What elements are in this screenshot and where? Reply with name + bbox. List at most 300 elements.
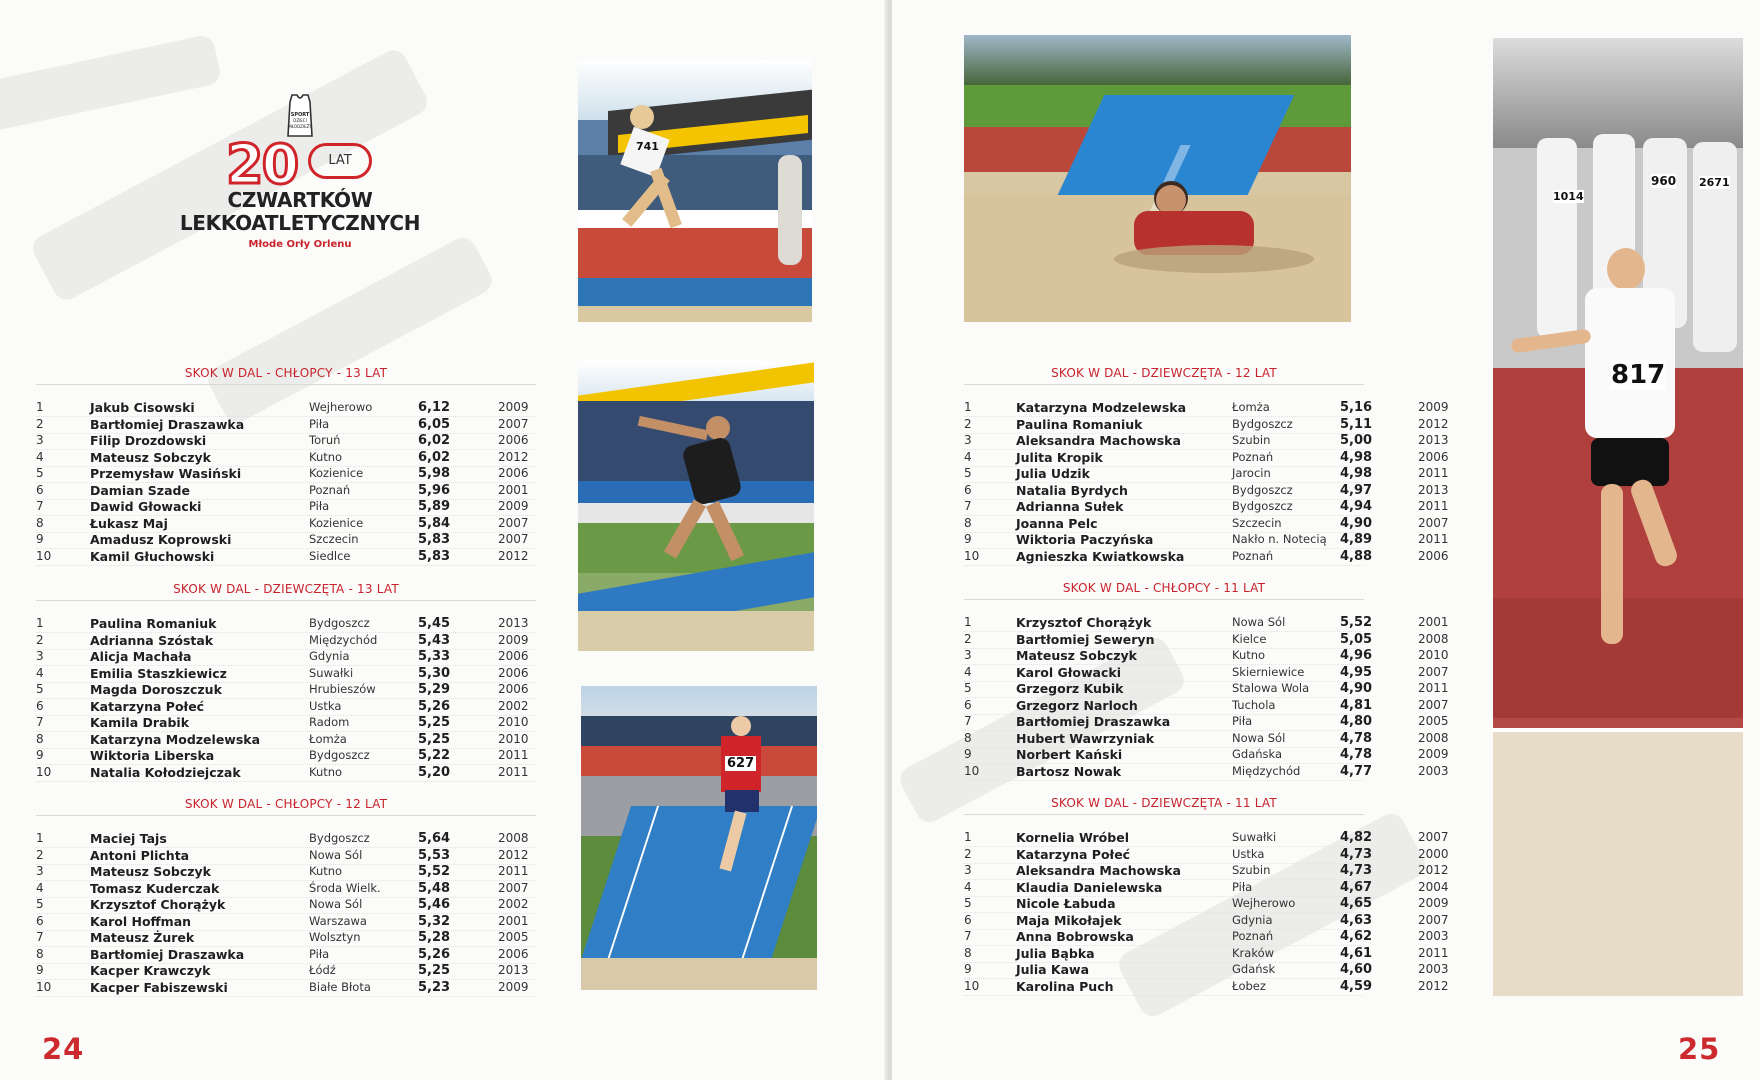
result-row xyxy=(964,846,1449,863)
year-cell: 2009 xyxy=(1418,747,1449,761)
city-cell: Ustka xyxy=(1232,846,1265,861)
athlete-name: Kornelia Wróbel xyxy=(1016,830,1129,845)
result-row xyxy=(964,730,1449,747)
result-cell: 5,48 xyxy=(418,880,451,896)
city-cell: Jarocin xyxy=(1232,466,1271,480)
result-cell: 5,25 xyxy=(418,731,451,747)
year-cell: 2011 xyxy=(1418,532,1449,546)
section-title: SKOK W DAL - DZIEWCZĘTA - 11 LAT xyxy=(1051,796,1277,810)
svg-text:DZIECI: DZIECI xyxy=(293,118,307,123)
year-cell: 2005 xyxy=(1418,714,1449,728)
year-cell: 2007 xyxy=(498,532,529,546)
athlete-name: Aleksandra Machowska xyxy=(1016,863,1181,878)
city-cell: Nowa Sól xyxy=(309,897,363,911)
athlete-name: Joanna Pelc xyxy=(1016,515,1098,531)
city-cell: Warszawa xyxy=(309,913,367,928)
section-divider xyxy=(36,600,536,601)
result-row xyxy=(964,548,1449,565)
athlete-name: Kamil Głuchowski xyxy=(90,548,215,564)
result-cell: 6,02 xyxy=(418,433,451,448)
result-cell: 4,90 xyxy=(1340,681,1373,696)
result-row xyxy=(36,483,536,499)
photo-long-jump-girl-2 xyxy=(578,361,814,651)
result-row xyxy=(36,980,536,996)
result-row xyxy=(964,697,1449,714)
result-cell: 5,52 xyxy=(1340,615,1373,630)
result-row xyxy=(964,879,1449,896)
city-cell: Białe Błota xyxy=(309,979,371,994)
result-cell: 4,95 xyxy=(1340,664,1373,680)
result-row xyxy=(964,648,1449,664)
year-cell: 2001 xyxy=(498,913,529,928)
result-cell: 4,63 xyxy=(1340,912,1373,928)
result-row xyxy=(36,715,536,731)
result-cell: 4,78 xyxy=(1340,730,1373,746)
result-cell: 4,96 xyxy=(1340,648,1373,663)
rank-cell: 10 xyxy=(36,548,52,563)
right-page xyxy=(892,0,1760,1080)
result-cell: 4,97 xyxy=(1340,482,1373,498)
rank-cell: 2 xyxy=(964,416,972,431)
logo-title-line1: CZWARTKÓW xyxy=(227,188,373,212)
result-cell: 5,26 xyxy=(418,698,451,714)
result-row xyxy=(36,666,536,682)
bib-number: 2671 xyxy=(1699,176,1730,189)
rank-cell: 3 xyxy=(36,649,44,663)
city-cell: Piła xyxy=(1232,879,1253,894)
city-cell: Poznań xyxy=(1232,929,1274,943)
result-row xyxy=(36,433,536,449)
rank-cell: 7 xyxy=(964,714,972,728)
result-row xyxy=(964,416,1449,433)
athlete-name: Karol Hoffman xyxy=(90,913,192,929)
result-row xyxy=(36,549,536,565)
result-cell: 5,23 xyxy=(418,979,451,995)
athlete-name: Agnieszka Kwiatkowska xyxy=(1016,548,1185,564)
results-section xyxy=(964,796,1449,995)
year-cell: 2012 xyxy=(1418,863,1449,877)
results-section xyxy=(36,797,536,996)
athlete-name: Karol Głowacki xyxy=(1016,664,1121,680)
year-cell: 2013 xyxy=(1418,482,1449,497)
city-cell: Gdynia xyxy=(309,649,350,663)
city-cell: Łomża xyxy=(309,731,347,746)
rank-cell: 8 xyxy=(964,515,972,530)
result-row xyxy=(36,848,536,864)
city-cell: Hrubieszów xyxy=(309,682,376,696)
year-cell: 2003 xyxy=(1418,763,1449,778)
rank-cell: 6 xyxy=(964,697,972,712)
year-cell: 2006 xyxy=(1418,548,1449,563)
athlete-name: Emilia Staszkiewicz xyxy=(90,665,227,681)
year-cell: 2011 xyxy=(498,864,529,878)
athlete-name: Katarzyna Modzelewska xyxy=(1016,400,1187,415)
city-cell: Nowa Sól xyxy=(1232,615,1286,629)
athlete-name: Tomasz Kuderczak xyxy=(90,880,220,896)
rank-cell: 10 xyxy=(36,764,52,779)
result-row xyxy=(964,681,1449,697)
result-cell: 4,78 xyxy=(1340,747,1373,762)
result-cell: 4,81 xyxy=(1340,697,1373,713)
rank-cell: 4 xyxy=(36,665,44,680)
result-row xyxy=(964,978,1449,995)
year-cell: 2000 xyxy=(1418,846,1449,861)
city-cell: Piła xyxy=(309,946,330,961)
year-cell: 2013 xyxy=(498,616,529,630)
section-title: SKOK W DAL - DZIEWCZĘTA - 12 LAT xyxy=(1051,366,1277,380)
rank-cell: 2 xyxy=(964,631,972,646)
city-cell: Tuchola xyxy=(1232,697,1276,712)
result-cell: 5,89 xyxy=(418,499,451,514)
year-cell: 2007 xyxy=(1418,912,1449,927)
athlete-name: Katarzyna Połeć xyxy=(90,698,205,714)
result-row xyxy=(964,615,1449,631)
year-cell: 2010 xyxy=(1418,648,1449,662)
page-number-right: 25 xyxy=(1678,1032,1721,1066)
section-divider xyxy=(964,384,1364,385)
athlete-name: Katarzyna Połeć xyxy=(1016,846,1131,862)
year-cell: 2007 xyxy=(1418,697,1449,712)
rank-cell: 9 xyxy=(36,532,44,546)
athlete-name: Mateusz Sobczyk xyxy=(1016,648,1137,663)
result-row xyxy=(36,914,536,930)
city-cell: Bydgoszcz xyxy=(1232,482,1293,497)
result-row xyxy=(964,499,1449,515)
city-cell: Łódź xyxy=(309,963,336,977)
city-cell: Poznań xyxy=(1232,449,1274,464)
year-cell: 2006 xyxy=(498,665,529,680)
city-cell: Bydgoszcz xyxy=(1232,499,1293,513)
athlete-name: Paulina Romaniuk xyxy=(1016,416,1143,432)
city-cell: Szubin xyxy=(1232,863,1271,877)
athlete-name: Przemysław Wasiński xyxy=(90,466,242,481)
city-cell: Szubin xyxy=(1232,433,1271,447)
athlete-name: Łukasz Maj xyxy=(90,515,168,531)
city-cell: Toruń xyxy=(309,433,341,447)
year-cell: 2001 xyxy=(1418,615,1449,629)
athlete-name: Kacper Krawczyk xyxy=(90,963,211,978)
result-row xyxy=(964,466,1449,482)
rank-cell: 5 xyxy=(964,466,972,480)
city-cell: Środa Wielk. xyxy=(309,880,381,895)
section-divider xyxy=(36,815,536,816)
bib-number: 960 xyxy=(1651,174,1677,188)
rank-cell: 2 xyxy=(36,847,44,862)
athlete-name: Adrianna Szóstak xyxy=(90,632,214,648)
athlete-name: Klaudia Danielewska xyxy=(1016,879,1163,895)
result-cell: 4,94 xyxy=(1340,499,1373,514)
event-logo xyxy=(170,92,430,250)
rank-cell: 10 xyxy=(964,548,980,563)
photo-girl-running xyxy=(1493,38,1743,996)
city-cell: Kielce xyxy=(1232,631,1267,646)
result-row xyxy=(964,945,1449,962)
city-cell: Piła xyxy=(1232,714,1253,728)
city-cell: Nowa Sól xyxy=(1232,730,1286,745)
athlete-name: Nicole Łabuda xyxy=(1016,896,1116,911)
result-cell: 5,25 xyxy=(418,963,451,978)
city-cell: Wolsztyn xyxy=(309,930,361,944)
year-cell: 2012 xyxy=(498,548,529,563)
city-cell: Nowa Sól xyxy=(309,847,363,862)
result-row xyxy=(964,962,1449,978)
result-row xyxy=(36,532,536,548)
rank-cell: 4 xyxy=(964,664,972,679)
result-cell: 4,61 xyxy=(1340,945,1373,961)
athlete-name: Paulina Romaniuk xyxy=(90,616,217,631)
athlete-name: Mateusz Sobczyk xyxy=(90,449,211,465)
logo-tagline: Młode Orły Orlenu xyxy=(248,239,352,250)
result-cell: 5,98 xyxy=(418,466,451,481)
result-cell: 5,11 xyxy=(1340,416,1373,432)
city-cell: Kozienice xyxy=(309,515,364,530)
year-cell: 2006 xyxy=(498,946,529,961)
city-cell: Gdańsk xyxy=(1232,962,1276,976)
result-cell: 4,88 xyxy=(1340,548,1373,564)
rank-cell: 9 xyxy=(964,532,972,546)
year-cell: 2003 xyxy=(1418,962,1449,976)
rank-cell: 6 xyxy=(36,482,44,497)
rank-cell: 2 xyxy=(964,846,972,861)
year-cell: 2011 xyxy=(1418,466,1449,480)
result-row xyxy=(36,897,536,913)
bib-number: 817 xyxy=(1611,360,1666,390)
result-cell: 5,64 xyxy=(418,831,451,846)
result-cell: 5,45 xyxy=(418,616,451,631)
rank-cell: 2 xyxy=(36,632,44,647)
result-cell: 4,73 xyxy=(1340,846,1373,862)
athlete-name: Aleksandra Machowska xyxy=(1016,433,1181,448)
result-row xyxy=(36,699,536,715)
year-cell: 2005 xyxy=(498,930,529,944)
city-cell: Bydgoszcz xyxy=(309,616,370,630)
section-divider xyxy=(36,384,536,385)
rank-cell: 4 xyxy=(36,880,44,895)
year-cell: 2013 xyxy=(498,963,529,977)
athlete-name: Wiktoria Liberska xyxy=(90,748,215,763)
year-cell: 2009 xyxy=(498,632,529,647)
athlete-name: Bartłomiej Seweryn xyxy=(1016,631,1155,647)
result-cell: 5,30 xyxy=(418,665,451,681)
result-cell: 5,84 xyxy=(418,515,451,531)
athlete-name: Bartłomiej Draszawka xyxy=(90,946,245,962)
athlete-name: Natalia Byrdych xyxy=(1016,482,1128,498)
result-row xyxy=(36,682,536,698)
result-cell: 5,20 xyxy=(418,764,451,780)
svg-text:SPORT: SPORT xyxy=(290,112,310,118)
rank-cell: 3 xyxy=(36,864,44,878)
result-row xyxy=(36,633,536,649)
rank-cell: 6 xyxy=(36,698,44,713)
results-section xyxy=(36,582,536,781)
result-cell: 4,98 xyxy=(1340,466,1373,481)
year-cell: 2008 xyxy=(1418,631,1449,646)
logo-number-20: 20 xyxy=(226,133,298,196)
athlete-name: Hubert Wawrzyniak xyxy=(1016,730,1155,746)
rank-cell: 5 xyxy=(36,466,44,480)
result-row xyxy=(36,748,536,764)
result-cell: 5,05 xyxy=(1340,631,1373,647)
result-row xyxy=(964,714,1449,730)
year-cell: 2011 xyxy=(1418,499,1449,513)
year-cell: 2009 xyxy=(498,400,529,414)
year-cell: 2010 xyxy=(498,731,529,746)
athlete-name: Natalia Kołodziejczak xyxy=(90,764,241,780)
rank-cell: 8 xyxy=(36,946,44,961)
athlete-name: Mateusz Sobczyk xyxy=(90,864,211,879)
year-cell: 2007 xyxy=(498,416,529,431)
rank-cell: 7 xyxy=(36,930,44,944)
result-cell: 5,16 xyxy=(1340,400,1373,415)
logo-title-line2: LEKKOATLETYCZNYCH xyxy=(179,211,421,235)
result-row xyxy=(36,881,536,897)
section-divider xyxy=(964,599,1364,600)
athlete-name: Julia Bąbka xyxy=(1016,945,1095,961)
result-row xyxy=(964,863,1449,879)
result-cell: 6,05 xyxy=(418,416,451,432)
result-row xyxy=(36,947,536,963)
rank-cell: 9 xyxy=(36,748,44,762)
year-cell: 2008 xyxy=(498,831,529,845)
result-cell: 5,25 xyxy=(418,715,451,730)
result-cell: 5,83 xyxy=(418,548,451,564)
city-cell: Łobez xyxy=(1232,978,1266,993)
result-cell: 5,22 xyxy=(418,748,451,763)
result-cell: 6,12 xyxy=(418,400,451,415)
year-cell: 2007 xyxy=(498,880,529,895)
rank-cell: 7 xyxy=(964,929,972,943)
rank-cell: 3 xyxy=(964,433,972,447)
rank-cell: 5 xyxy=(36,897,44,911)
year-cell: 2011 xyxy=(498,748,529,762)
result-row xyxy=(36,466,536,482)
result-cell: 4,65 xyxy=(1340,896,1373,911)
city-cell: Bydgoszcz xyxy=(309,748,370,762)
city-cell: Nakło n. Notecią xyxy=(1232,532,1327,546)
rank-cell: 8 xyxy=(36,515,44,530)
photo-long-jump-girl-3 xyxy=(581,686,817,990)
year-cell: 2012 xyxy=(498,847,529,862)
year-cell: 2001 xyxy=(498,482,529,497)
result-row xyxy=(36,400,536,416)
bib-number: 627 xyxy=(727,756,755,771)
rank-cell: 8 xyxy=(964,945,972,960)
result-row xyxy=(36,649,536,665)
result-row xyxy=(36,765,536,781)
rank-cell: 9 xyxy=(964,747,972,761)
city-cell: Szczecin xyxy=(309,532,359,546)
photo-boy-landing-sand xyxy=(964,35,1351,322)
results-section xyxy=(964,581,1449,780)
year-cell: 2003 xyxy=(1418,929,1449,943)
year-cell: 2007 xyxy=(1418,515,1449,530)
result-row xyxy=(964,631,1449,648)
city-cell: Międzychód xyxy=(309,632,378,647)
athlete-name: Jakub Cisowski xyxy=(90,400,195,415)
result-cell: 4,90 xyxy=(1340,515,1373,531)
rank-cell: 4 xyxy=(964,449,972,464)
results-section xyxy=(964,366,1449,565)
rank-cell: 1 xyxy=(36,831,44,845)
result-cell: 5,83 xyxy=(418,532,451,547)
city-cell: Radom xyxy=(309,715,350,729)
rank-cell: 8 xyxy=(964,730,972,745)
year-cell: 2011 xyxy=(1418,945,1449,960)
year-cell: 2006 xyxy=(498,433,529,447)
year-cell: 2006 xyxy=(498,466,529,480)
rank-cell: 1 xyxy=(36,616,44,630)
year-cell: 2012 xyxy=(1418,978,1449,993)
city-cell: Szczecin xyxy=(1232,515,1282,530)
result-cell: 4,59 xyxy=(1340,978,1373,994)
rank-cell: 3 xyxy=(36,433,44,447)
city-cell: Suwałki xyxy=(1232,830,1277,844)
athlete-name: Dawid Głowacki xyxy=(90,499,202,514)
rank-cell: 4 xyxy=(964,879,972,894)
rank-cell: 3 xyxy=(964,648,972,662)
result-cell: 5,46 xyxy=(418,897,451,912)
athlete-name: Alicja Machała xyxy=(90,649,192,664)
city-cell: Międzychód xyxy=(1232,763,1301,778)
rank-cell: 4 xyxy=(36,449,44,464)
city-cell: Kraków xyxy=(1232,945,1275,960)
year-cell: 2007 xyxy=(498,515,529,530)
year-cell: 2009 xyxy=(498,499,529,513)
result-row xyxy=(964,747,1449,763)
rank-cell: 1 xyxy=(964,830,972,844)
result-cell: 4,82 xyxy=(1340,830,1373,845)
logo-lat-label: LAT xyxy=(308,143,372,179)
athlete-name: Grzegorz Kubik xyxy=(1016,681,1124,696)
athlete-name: Krzysztof Chorążyk xyxy=(90,897,226,912)
city-cell: Kutno xyxy=(309,449,343,464)
section-title: SKOK W DAL - CHŁOPCY - 11 LAT xyxy=(1062,581,1266,595)
city-cell: Skierniewice xyxy=(1232,664,1305,679)
city-cell: Kutno xyxy=(1232,648,1266,662)
result-cell: 5,32 xyxy=(418,913,451,929)
year-cell: 2002 xyxy=(498,897,529,911)
result-row xyxy=(36,499,536,515)
rank-cell: 1 xyxy=(964,400,972,414)
result-cell: 4,89 xyxy=(1340,532,1373,547)
year-cell: 2011 xyxy=(1418,681,1449,695)
result-row xyxy=(36,616,536,632)
result-cell: 5,28 xyxy=(418,930,451,945)
rank-cell: 6 xyxy=(964,482,972,497)
athlete-name: Amadusz Koprowski xyxy=(90,532,232,547)
result-cell: 6,02 xyxy=(418,449,451,465)
result-cell: 5,26 xyxy=(418,946,451,962)
rank-cell: 9 xyxy=(964,962,972,976)
result-row xyxy=(36,930,536,946)
rank-cell: 3 xyxy=(964,863,972,877)
athlete-name: Grzegorz Narloch xyxy=(1016,697,1138,713)
athlete-name: Katarzyna Modzelewska xyxy=(90,731,261,747)
athlete-name: Julia Kawa xyxy=(1016,962,1090,977)
result-row xyxy=(36,732,536,748)
city-cell: Gdańska xyxy=(1232,747,1283,761)
rank-cell: 10 xyxy=(964,978,980,993)
page-number-left: 24 xyxy=(42,1032,85,1066)
rank-cell: 1 xyxy=(36,400,44,414)
year-cell: 2006 xyxy=(498,682,529,696)
shirt-logo-icon xyxy=(277,92,323,138)
rank-cell: 10 xyxy=(36,979,52,994)
rank-cell: 6 xyxy=(36,913,44,928)
city-cell: Gdynia xyxy=(1232,912,1273,927)
result-cell: 4,80 xyxy=(1340,714,1373,729)
result-row xyxy=(964,664,1449,681)
